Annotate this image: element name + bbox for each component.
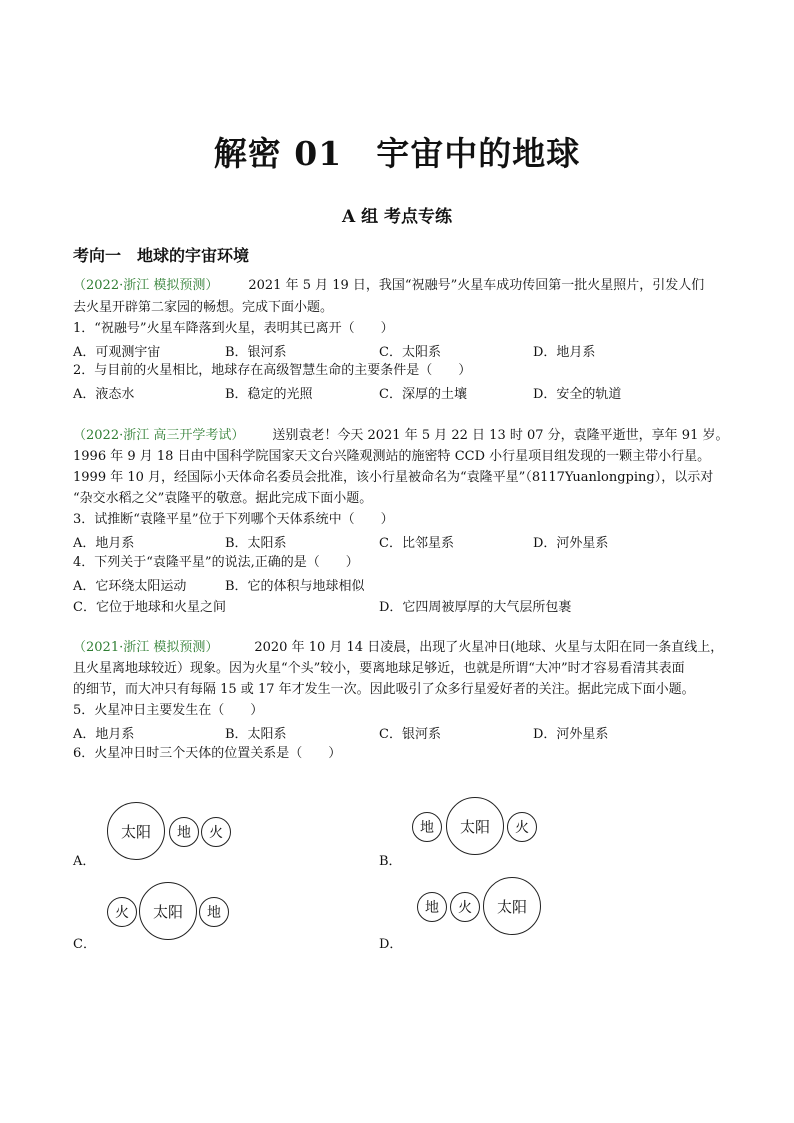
earth-circle: 地	[169, 817, 199, 847]
intro-text: “杂交水稻之父”袁隆平的敬意。据此完成下面小题。	[73, 491, 373, 506]
question-stem: 5．火星冲日主要发生在（ ）	[73, 703, 264, 718]
question-stem: 1．“祝融号”火星车降落到火星，表明其已离开（ ）	[73, 321, 394, 336]
option-c[interactable]: C．深厚的土壤	[379, 387, 467, 402]
intro-text: 的细节，而大冲只有每隔 15 或 17 年才发生一次。因此吸引了众多行星爱好者的关注。据此完成下面小题。	[73, 682, 695, 697]
intro-text: 送别袁老！今天 2021 年 5 月 22 日 13 时 07 分，袁隆平逝世，享年 91 岁。	[272, 428, 729, 443]
intro-text: 1996 年 9 月 18 日由中国科学院国家天文台兴隆观测站的施密特 CCD 小行星项目组发现的一颗主带小行星。	[73, 449, 711, 464]
intro-text: 去火星开辟第二家园的畅想。完成下面小题。	[73, 300, 334, 315]
sun-circle: 太阳	[107, 802, 165, 860]
sun-circle: 太阳	[139, 882, 197, 940]
source-tag: （2021·浙江 模拟预测）	[73, 640, 219, 655]
intro-text: 且火星离地球较近）现象。因为火星“个头”较小，要离地球足够近，也就是所谓“大冲”时才容易看清其表面	[73, 661, 685, 676]
question-stem: 2．与目前的火星相比，地球存在高级智慧生命的主要条件是（ ）	[73, 363, 472, 378]
earth-circle: 地	[199, 897, 229, 927]
option-d[interactable]: D．安全的轨道	[533, 387, 622, 402]
option-a[interactable]: A．可观测宇宙	[73, 345, 161, 360]
option-c[interactable]: C．银河系	[379, 727, 441, 742]
intro-text: 2021 年 5 月 19 日，我国“祝融号”火星车成功传回第一批火星照片，引发人们	[248, 278, 705, 293]
section-heading: 考向一 地球的宇宙环境	[73, 246, 250, 265]
sun-circle: 太阳	[483, 877, 541, 935]
option-d-label: D．	[379, 937, 403, 952]
earth-circle: 地	[412, 812, 442, 842]
question-stem: 4．下列关于“袁隆平星”的说法,正确的是（ ）	[73, 555, 359, 570]
mars-circle: 火	[450, 892, 480, 922]
source-tag: （2022·浙江 高三开学考试）	[73, 428, 245, 443]
question-stem: 3．试推断“袁隆平星”位于下列哪个天体系统中（ ）	[73, 512, 394, 527]
option-c[interactable]: C．它位于地球和火星之间	[73, 600, 226, 615]
option-d[interactable]: D．河外星系	[533, 727, 609, 742]
sun-circle: 太阳	[446, 797, 504, 855]
intro-text: 2020 年 10 月 14 日凌晨，出现了火星冲日(地球、火星与太阳在同一条直线上，	[254, 640, 724, 655]
option-b[interactable]: B．稳定的光照	[225, 387, 313, 402]
option-a[interactable]: A．它环绕太阳运动	[73, 579, 187, 594]
mars-circle: 火	[201, 817, 231, 847]
option-d[interactable]: D．地月系	[533, 345, 596, 360]
option-d[interactable]: D．河外星系	[533, 536, 609, 551]
question-stem: 6．火星冲日时三个天体的位置关系是（ ）	[73, 746, 342, 761]
mars-circle: 火	[507, 812, 537, 842]
option-b[interactable]: B．太阳系	[225, 727, 287, 742]
option-a[interactable]: A．地月系	[73, 727, 135, 742]
option-b[interactable]: B．银河系	[225, 345, 287, 360]
option-c-label: C．	[73, 937, 96, 952]
option-b[interactable]: B．太阳系	[225, 536, 287, 551]
page-title: 解密 01 宇宙中的地球	[213, 134, 581, 173]
option-a-label: A．	[73, 854, 96, 869]
option-b[interactable]: B．它的体积与地球相似	[225, 579, 365, 594]
option-c[interactable]: C．太阳系	[379, 345, 441, 360]
option-a[interactable]: A．液态水	[73, 387, 135, 402]
earth-circle: 地	[417, 892, 447, 922]
group-subtitle: A 组 考点专练	[341, 207, 453, 227]
intro-text: 1999 年 10 月，经国际小天体命名委员会批准，该小行星被命名为“袁隆平星”（8117Yuanlongping），以示对	[73, 470, 714, 485]
option-c[interactable]: C．比邻星系	[379, 536, 454, 551]
option-d[interactable]: D．它四周被厚厚的大气层所包裹	[379, 600, 572, 615]
source-tag: （2022·浙江 模拟预测）	[73, 278, 219, 293]
option-a[interactable]: A．地月系	[73, 536, 135, 551]
mars-circle: 火	[107, 897, 137, 927]
option-b-label: B．	[379, 854, 402, 869]
